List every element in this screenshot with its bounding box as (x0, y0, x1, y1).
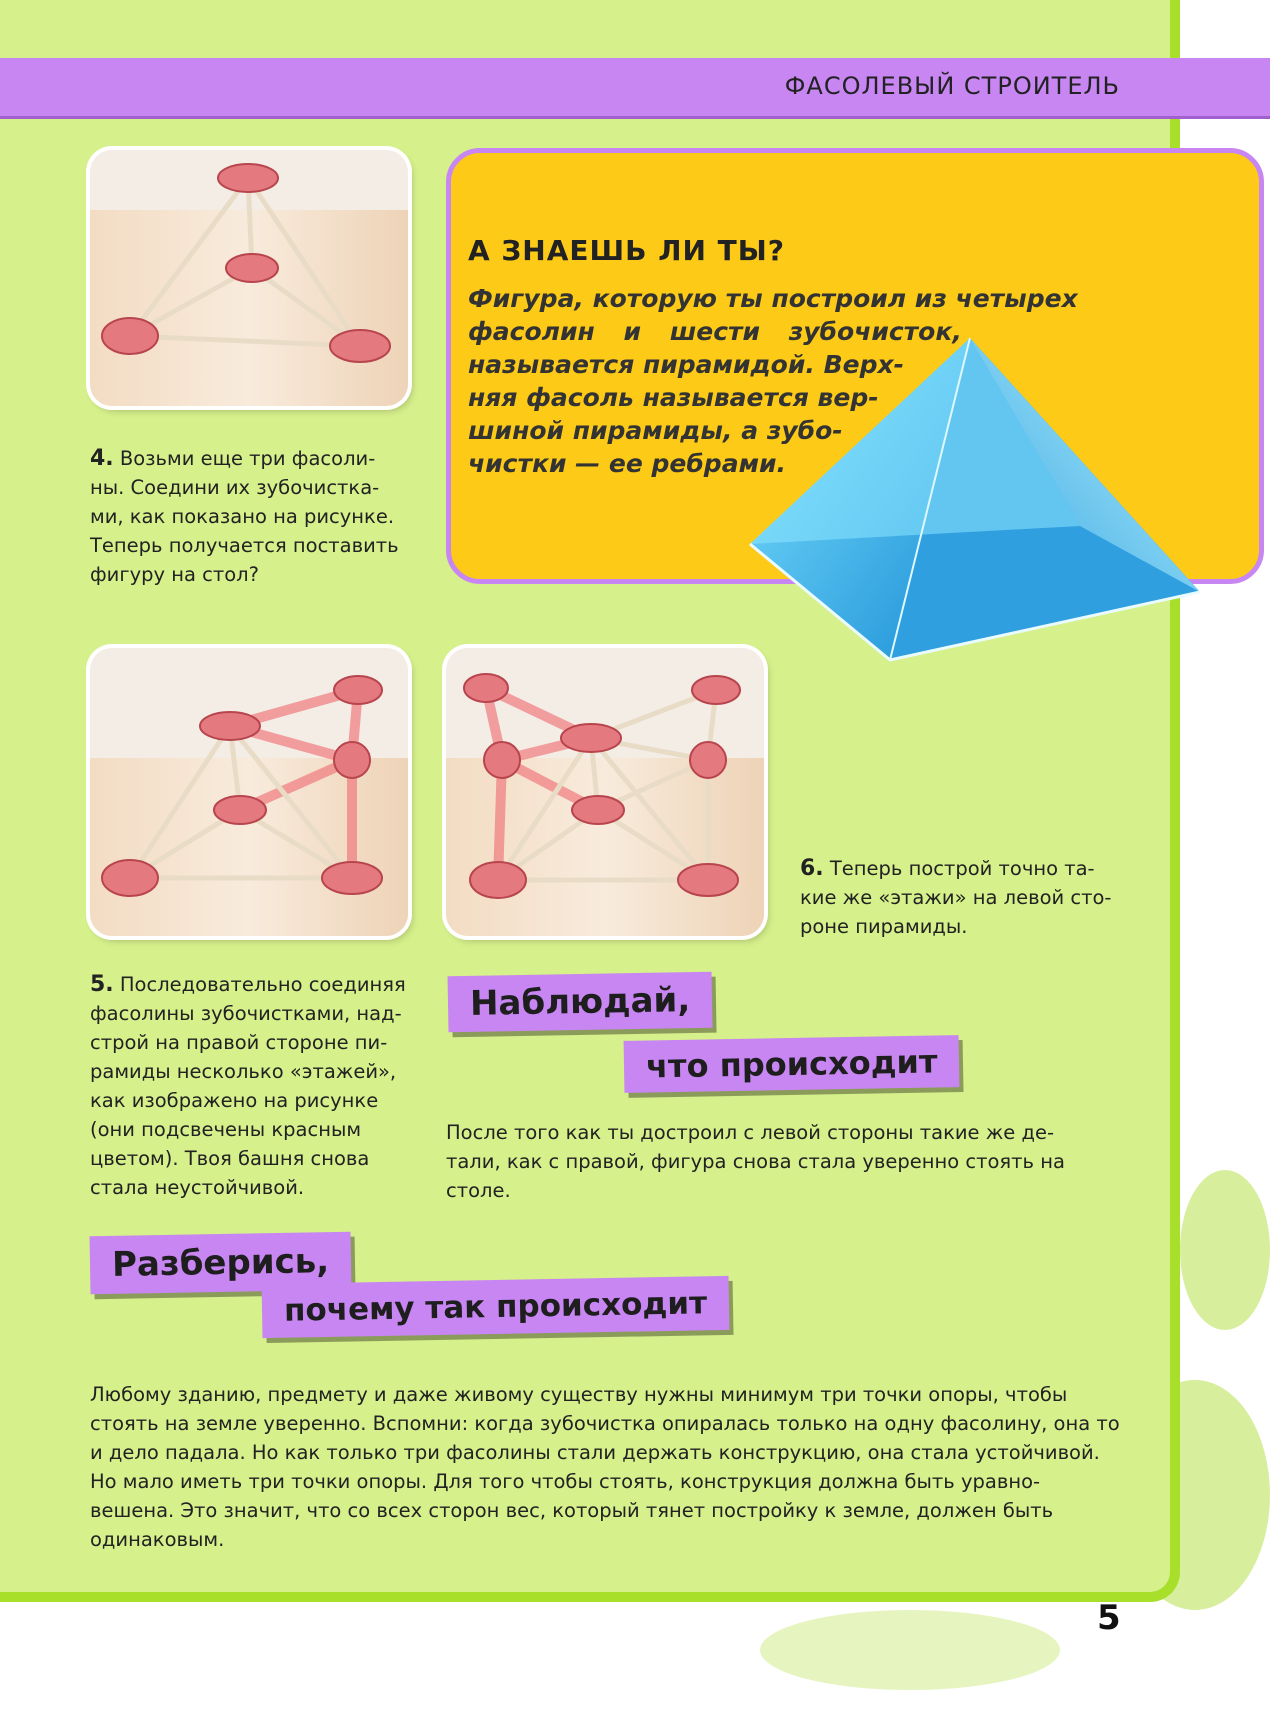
step-4-text (90, 444, 408, 589)
text-line: (они подсвечены красным (90, 1118, 362, 1141)
step-6-text (800, 854, 1122, 941)
text-line: стала неустойчивой. (90, 1176, 305, 1199)
paint-splash (760, 1610, 1060, 1690)
observe-label-line1: Наблюдай, (448, 972, 713, 1033)
text-line: тали, как с правой, фигура снова стала уверенно стоять на (446, 1150, 1065, 1173)
text-line: После того как ты достроил с левой стороны такие же де- (446, 1121, 1055, 1144)
paint-splash (1180, 1170, 1270, 1330)
page-number: 5 (1097, 1598, 1121, 1638)
text-line: роне пирамиды. (800, 915, 968, 938)
text-line: Последовательно соединяя (119, 973, 406, 996)
text-line: строй на правой стороне пи- (90, 1031, 388, 1054)
text-line: кие же «этажи» на левой сто- (800, 886, 1112, 909)
step-5-text (90, 970, 408, 1202)
text-line: одинаковым. (90, 1528, 225, 1551)
observe-text (446, 1118, 1122, 1205)
text-line: Возьми еще три фасоли- (119, 447, 376, 470)
text-line: шиной пирамиды, а зубо- (468, 416, 843, 445)
observe-label-line2: что происходит (624, 1035, 960, 1093)
explain-text (90, 1380, 1122, 1554)
text-line: фасолин и шести зубочисток, (468, 317, 962, 346)
header-band (0, 58, 1270, 119)
did-you-know-heading: А ЗНАЕШЬ ЛИ ТЫ? (468, 234, 786, 267)
text-line: чистки — ее ребрами. (468, 449, 787, 478)
both-sides-floors-photo (446, 648, 764, 936)
glass-pyramid-illustration (740, 330, 1210, 690)
explain-label-line1: Разберись, (90, 1232, 352, 1295)
text-line: Фигура, которую ты построил из четырех (468, 284, 1078, 313)
text-line: столе. (446, 1179, 511, 1202)
text-line: называется пирамидой. Верх- (468, 350, 904, 379)
text-line: Теперь построй точно та- (829, 857, 1095, 880)
section-title: ФАСОЛЕВЫЙ СТРОИТЕЛЬ (784, 72, 1120, 100)
text-line: фасолины зубочистками, над- (90, 1002, 402, 1025)
text-line: рамиды несколько «этажей», (90, 1060, 397, 1083)
step-4-number: 4. (90, 446, 114, 471)
text-line: Любому зданию, предмету и даже живому существу нужны минимум три точки опоры, чтобы (90, 1383, 1068, 1406)
pyramid-photo (90, 150, 408, 406)
text-line: Но мало иметь три точки опоры. Для того чтобы стоять, конструкция должна быть уравно- (90, 1470, 1041, 1493)
text-line: вешена. Это значит, что со всех сторон вес, который тянет постройку к земле, должен быть (90, 1499, 1054, 1522)
text-line: фигуру на стол? (90, 563, 259, 586)
explain-label-line2: почему так происходит (262, 1276, 730, 1338)
text-line: стоять на земле уверенно. Вспомни: когда зубочистка опиралась только на одну фасолину, она то (90, 1412, 1120, 1435)
text-line: няя фасоль называется вер- (468, 383, 879, 412)
right-floors-photo (90, 648, 408, 936)
text-line: ми, как показано на рисунке. (90, 505, 395, 528)
text-line: ны. Соедини их зубочистка- (90, 476, 380, 499)
text-line: как изображено на рисунке (90, 1089, 379, 1112)
text-line: и дело падала. Но как только три фасолины стали держать конструкцию, она стала устойчивой. (90, 1441, 1100, 1464)
text-line: Теперь получается поставить (90, 534, 399, 557)
step-5-number: 5. (90, 972, 114, 997)
step-6-number: 6. (800, 856, 824, 881)
text-line: цветом). Твоя башня снова (90, 1147, 370, 1170)
